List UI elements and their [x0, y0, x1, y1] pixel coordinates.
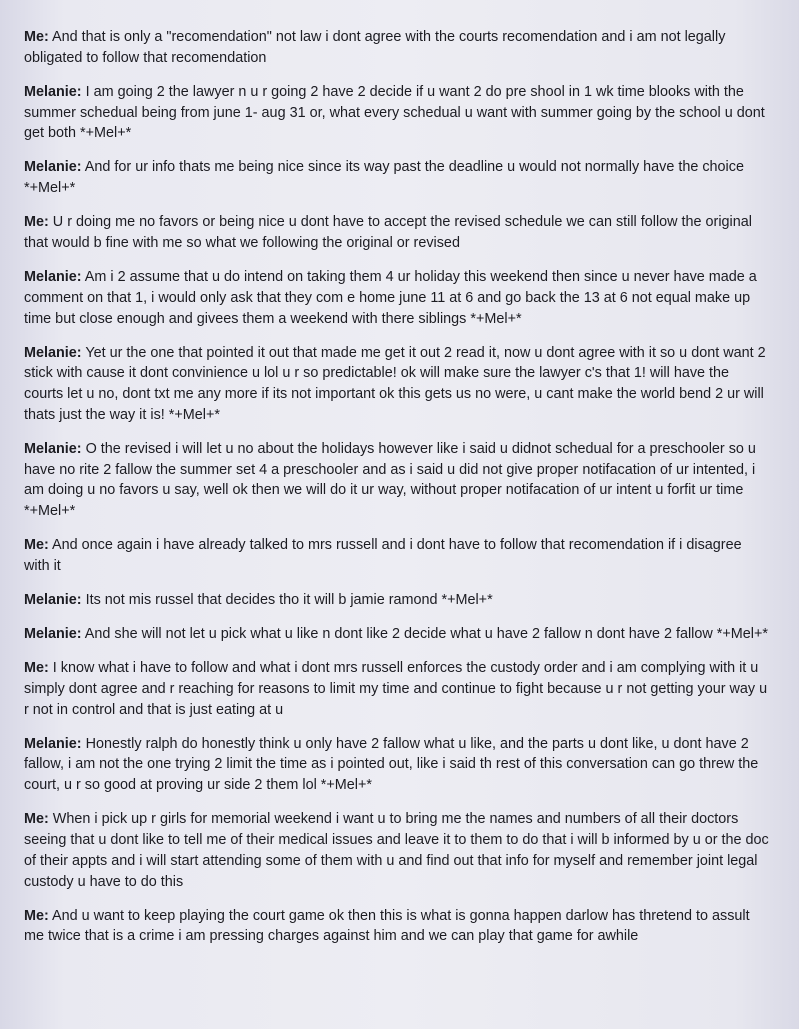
- message-text: Am i 2 assume that u do intend on taking them 4 ur holiday this weekend then since u never have made a comment on that 1, i would only ask that they com e home june 11 at 6 and go back the 13 at 6 not equal make up time but close enough and givees them a weekend with there siblings *+Mel+*: [24, 268, 757, 327]
- message-14: [24, 906, 769, 948]
- message-text: Its not mis russel that decides tho it will b jamie ramond *+Mel+*: [85, 592, 493, 609]
- message-text: When i pick up r girls for memorial weekend i want u to bring me the names and numbers of all their doctors seeing that u dont like to tell me of their medical issues and leave it to them to do that i will b informed by u or the doc of their appts and i will start attending some of them with u and find out that info for myself and remember joint legal custody u have to do this: [24, 811, 769, 890]
- message-8: [24, 535, 769, 577]
- message-11: [24, 658, 769, 720]
- message-text: O the revised i will let u no about the holidays however like i said u didnot schedual for a preschooler so u have no rite 2 fallow the summer set 4 a preschooler and as i said u did not give proper notifacation of ur intented, i am doing u no favors u say, well ok then we will do it ur way, without proper notifacation of ur intent u forfit ur time *+Mel+*: [24, 440, 756, 520]
- message-speaker: Melanie:: [24, 592, 82, 609]
- message-speaker: Melanie:: [24, 83, 82, 100]
- message-7: [24, 439, 769, 522]
- message-speaker: Melanie:: [24, 626, 82, 643]
- message-speaker: Me:: [24, 29, 49, 45]
- message-speaker: Me:: [24, 907, 49, 924]
- message-text: Yet ur the one that pointed it out that made me get it out 2 read it, now u dont agree with it so u dont want 2 stick with cause it dont convinience u lol u r so predictable! ok will make sure the lawyer c's that 1! will have the courts let u no, dont txt me any more if its not important ok this gets us no were, u cant make the world bend 2 ur will thats just the way it is! *+Mel+*: [24, 344, 766, 423]
- message-speaker: Me:: [24, 214, 49, 231]
- message-9: [24, 590, 769, 611]
- message-speaker: Melanie:: [24, 344, 82, 361]
- message-6: [24, 343, 769, 426]
- message-speaker: Melanie:: [24, 735, 82, 752]
- message-text: And she will not let u pick what u like n dont like 2 decide what u have 2 fallow n dont have 2 fallow *+Mel+*: [84, 626, 768, 643]
- message-speaker: Melanie:: [24, 440, 82, 457]
- message-5: [24, 267, 769, 329]
- message-1: [24, 27, 769, 69]
- message-speaker: Me:: [24, 660, 49, 676]
- message-13: [24, 809, 769, 892]
- message-2: [24, 82, 769, 144]
- message-text: And for ur info thats me being nice since its way past the deadline u would not normally have the choice *+Mel+*: [24, 159, 744, 197]
- message-text: And u want to keep playing the court game ok then this is what is gonna happen darlow has thretend to assult me twice that is a crime i am pressing charges against him and we can play that game for awhile: [24, 907, 750, 945]
- message-text: And once again i have already talked to mrs russell and i dont have to follow that recomendation if i disagree with it: [24, 537, 742, 575]
- message-3: [24, 157, 769, 199]
- message-10: [24, 624, 769, 645]
- message-speaker: Melanie:: [24, 159, 82, 176]
- message-12: [24, 734, 769, 796]
- message-text: Honestly ralph do honestly think u only have 2 fallow what u like, and the parts u dont like, u dont have 2 fallow, i am not the one trying 2 limit the time as i pointed out, like i said th rest of this conversation can go threw the court, u r so good at proving ur side 2 them lol *+Mel+*: [24, 735, 759, 794]
- message-text: And that is only a "recomendation" not law i dont agree with the courts recomendation and i am not legally obligated to follow that recomendation: [24, 29, 726, 66]
- message-speaker: Me:: [24, 811, 49, 828]
- message-text: I know what i have to follow and what i dont mrs russell enforces the custody order and i am complying with it u simply dont agree and r reaching for reasons to limit my time and continue to fight because u r not getting your way u r not in control and that is just eating at u: [24, 660, 768, 718]
- message-text: U r doing me no favors or being nice u dont have to accept the revised schedule we can still follow the original that would b fine with me so what we following the original or revised: [24, 214, 752, 251]
- message-text: I am going 2 the lawyer n u r going 2 have 2 decide if u want 2 do pre shool in 1 wk time blooks with the summer schedual being from june 1- aug 31 or, what every schedual u want with summer going by the school u dont get both *+Mel+*: [24, 83, 765, 142]
- message-speaker: Me:: [24, 537, 49, 554]
- message-speaker: Melanie:: [24, 268, 82, 285]
- message-4: [24, 212, 769, 254]
